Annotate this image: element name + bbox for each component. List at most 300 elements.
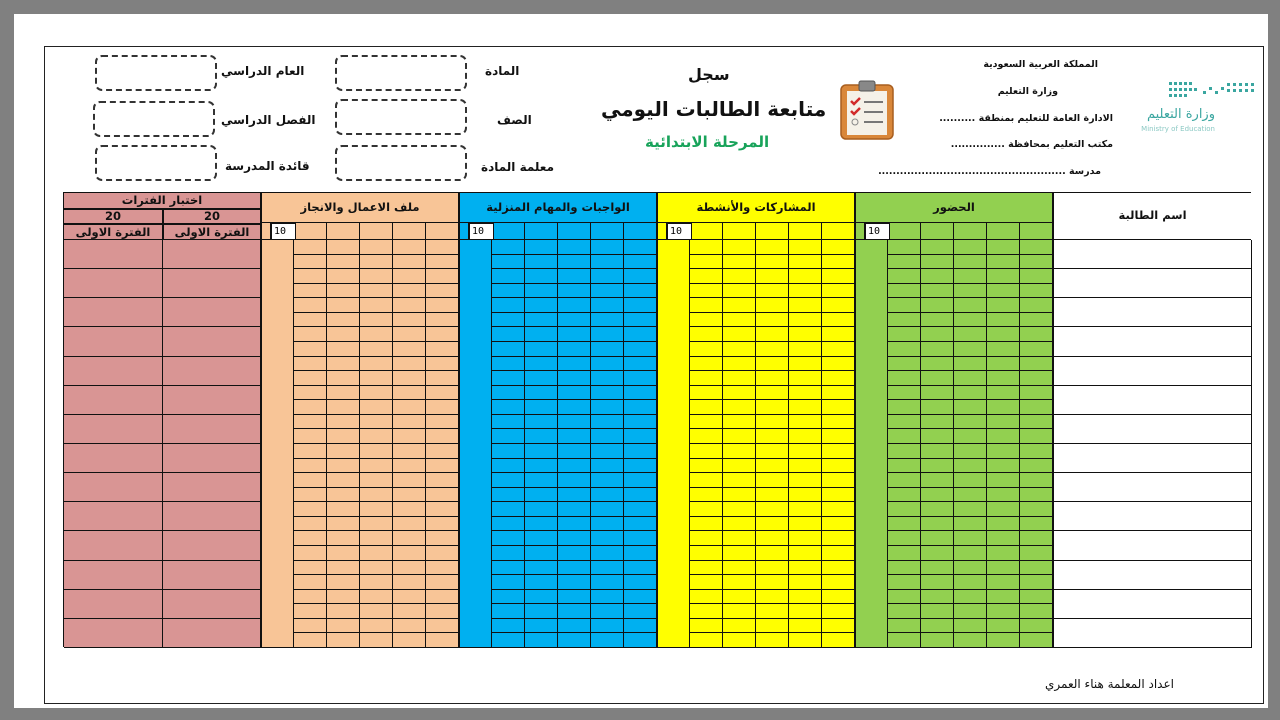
student-name-cell[interactable]	[1053, 327, 1252, 356]
portfolio-mark-cell[interactable]	[294, 590, 327, 605]
homework-mark-cell[interactable]	[558, 590, 591, 605]
homework-mark-cell[interactable]	[492, 633, 525, 648]
participation-mark-cell[interactable]	[822, 371, 855, 386]
attendance-mark-cell[interactable]	[954, 371, 987, 386]
portfolio-mark-cell[interactable]	[360, 357, 393, 372]
participation-mark-cell[interactable]	[822, 255, 855, 270]
homework-mark-cell[interactable]	[591, 371, 624, 386]
homework-mark-cell[interactable]	[624, 342, 657, 357]
attendance-mark-cell[interactable]	[987, 284, 1020, 299]
participation-mark-cell[interactable]	[690, 444, 723, 459]
attendance-mark-cell[interactable]	[888, 357, 921, 372]
participation-mark-cell[interactable]	[690, 415, 723, 430]
participation-mark-cell[interactable]	[690, 400, 723, 415]
homework-mark-cell[interactable]	[591, 488, 624, 503]
portfolio-mark-cell[interactable]	[294, 342, 327, 357]
attendance-mark-cell[interactable]	[888, 386, 921, 401]
participation-mark-cell[interactable]	[822, 269, 855, 284]
portfolio-mark-cell[interactable]	[426, 604, 459, 619]
attendance-mark-cell[interactable]	[888, 561, 921, 576]
portfolio-mark-cell[interactable]	[327, 575, 360, 590]
exam-score-cell[interactable]	[64, 561, 163, 590]
attendance-mark-cell[interactable]	[921, 371, 954, 386]
attendance-mark-cell[interactable]	[1020, 342, 1053, 357]
student-name-cell[interactable]	[1053, 444, 1252, 473]
portfolio-mark-cell[interactable]	[393, 386, 426, 401]
attendance-mark-cell[interactable]	[888, 459, 921, 474]
attendance-mark-cell[interactable]	[954, 298, 987, 313]
exam-score-cell[interactable]	[163, 357, 261, 386]
participation-mark-cell[interactable]	[690, 298, 723, 313]
homework-mark-cell[interactable]	[624, 473, 657, 488]
participation-mark-cell[interactable]	[822, 444, 855, 459]
participation-mark-cell[interactable]	[822, 298, 855, 313]
portfolio-mark-cell[interactable]	[360, 633, 393, 648]
exam-score-cell[interactable]	[163, 327, 261, 356]
portfolio-mark-cell[interactable]	[360, 342, 393, 357]
participation-mark-cell[interactable]	[756, 429, 789, 444]
attendance-mark-cell[interactable]	[987, 269, 1020, 284]
participation-mark-cell[interactable]	[723, 590, 756, 605]
portfolio-mark-cell[interactable]	[327, 415, 360, 430]
homework-mark-cell[interactable]	[591, 255, 624, 270]
portfolio-mark-cell[interactable]	[294, 269, 327, 284]
attendance-mark-cell[interactable]	[1020, 386, 1053, 401]
homework-mark-cell[interactable]	[591, 284, 624, 299]
participation-mark-cell[interactable]	[822, 546, 855, 561]
participation-mark-cell[interactable]	[723, 575, 756, 590]
attendance-mark-cell[interactable]	[921, 546, 954, 561]
participation-mark-cell[interactable]	[822, 313, 855, 328]
attendance-mark-cell[interactable]	[987, 473, 1020, 488]
portfolio-mark-cell[interactable]	[327, 400, 360, 415]
attendance-mark-cell[interactable]	[954, 357, 987, 372]
participation-mark-cell[interactable]	[789, 415, 822, 430]
attendance-mark-cell[interactable]	[888, 327, 921, 342]
portfolio-mark-cell[interactable]	[360, 546, 393, 561]
homework-mark-cell[interactable]	[558, 357, 591, 372]
participation-mark-cell[interactable]	[756, 444, 789, 459]
attendance-mark-cell[interactable]	[1020, 488, 1053, 503]
participation-mark-cell[interactable]	[690, 313, 723, 328]
participation-mark-cell[interactable]	[723, 531, 756, 546]
homework-mark-cell[interactable]	[492, 604, 525, 619]
participation-mark-cell[interactable]	[723, 444, 756, 459]
attendance-mark-cell[interactable]	[1020, 357, 1053, 372]
participation-mark-cell[interactable]	[756, 633, 789, 648]
attendance-mark-cell[interactable]	[1020, 255, 1053, 270]
portfolio-mark-cell[interactable]	[360, 429, 393, 444]
student-name-cell[interactable]	[1053, 240, 1252, 269]
portfolio-mark-cell[interactable]	[393, 371, 426, 386]
attendance-mark-cell[interactable]	[987, 561, 1020, 576]
participation-mark-cell[interactable]	[789, 473, 822, 488]
homework-mark-cell[interactable]	[492, 590, 525, 605]
homework-mark-cell[interactable]	[591, 415, 624, 430]
attendance-mark-cell[interactable]	[888, 546, 921, 561]
portfolio-mark-cell[interactable]	[393, 473, 426, 488]
homework-mark-cell[interactable]	[492, 371, 525, 386]
exam-score-cell[interactable]	[64, 473, 163, 502]
homework-mark-cell[interactable]	[624, 400, 657, 415]
attendance-mark-cell[interactable]	[987, 459, 1020, 474]
portfolio-mark-cell[interactable]	[360, 561, 393, 576]
attendance-mark-cell[interactable]	[888, 269, 921, 284]
attendance-mark-cell[interactable]	[987, 444, 1020, 459]
portfolio-mark-cell[interactable]	[360, 284, 393, 299]
attendance-mark-cell[interactable]	[987, 517, 1020, 532]
portfolio-mark-cell[interactable]	[393, 342, 426, 357]
attendance-mark-cell[interactable]	[921, 590, 954, 605]
participation-mark-cell[interactable]	[690, 327, 723, 342]
participation-mark-cell[interactable]	[822, 327, 855, 342]
academic-year-field[interactable]	[95, 55, 217, 91]
participation-mark-cell[interactable]	[822, 590, 855, 605]
participation-mark-cell[interactable]	[822, 473, 855, 488]
attendance-mark-cell[interactable]	[954, 386, 987, 401]
homework-mark-cell[interactable]	[591, 313, 624, 328]
portfolio-mark-cell[interactable]	[327, 590, 360, 605]
participation-mark-cell[interactable]	[723, 400, 756, 415]
exam-score-cell[interactable]	[163, 298, 261, 327]
homework-mark-cell[interactable]	[624, 517, 657, 532]
portfolio-mark-cell[interactable]	[294, 531, 327, 546]
portfolio-mark-cell[interactable]	[426, 473, 459, 488]
portfolio-mark-cell[interactable]	[294, 502, 327, 517]
portfolio-mark-cell[interactable]	[327, 502, 360, 517]
exam-score-cell[interactable]	[64, 619, 163, 648]
attendance-mark-cell[interactable]	[888, 298, 921, 313]
homework-mark-cell[interactable]	[525, 269, 558, 284]
student-name-cell[interactable]	[1053, 357, 1252, 386]
participation-mark-cell[interactable]	[822, 531, 855, 546]
attendance-mark-cell[interactable]	[888, 313, 921, 328]
portfolio-mark-cell[interactable]	[393, 284, 426, 299]
attendance-mark-cell[interactable]	[888, 502, 921, 517]
homework-mark-cell[interactable]	[558, 327, 591, 342]
attendance-mark-cell[interactable]	[987, 531, 1020, 546]
participation-mark-cell[interactable]	[723, 604, 756, 619]
participation-mark-cell[interactable]	[756, 604, 789, 619]
homework-mark-cell[interactable]	[624, 429, 657, 444]
homework-mark-cell[interactable]	[591, 269, 624, 284]
homework-mark-cell[interactable]	[624, 459, 657, 474]
portfolio-mark-cell[interactable]	[294, 240, 327, 255]
participation-mark-cell[interactable]	[822, 575, 855, 590]
attendance-mark-cell[interactable]	[1020, 561, 1053, 576]
attendance-mark-cell[interactable]	[954, 313, 987, 328]
exam-score-cell[interactable]	[163, 269, 261, 298]
participation-mark-cell[interactable]	[822, 400, 855, 415]
attendance-mark-cell[interactable]	[1020, 269, 1053, 284]
participation-mark-cell[interactable]	[723, 502, 756, 517]
participation-mark-cell[interactable]	[690, 561, 723, 576]
participation-mark-cell[interactable]	[723, 415, 756, 430]
homework-mark-cell[interactable]	[525, 633, 558, 648]
homework-mark-cell[interactable]	[591, 327, 624, 342]
portfolio-mark-cell[interactable]	[426, 386, 459, 401]
participation-mark-cell[interactable]	[723, 488, 756, 503]
homework-mark-cell[interactable]	[591, 240, 624, 255]
participation-mark-cell[interactable]	[789, 357, 822, 372]
portfolio-mark-cell[interactable]	[360, 531, 393, 546]
portfolio-mark-cell[interactable]	[360, 415, 393, 430]
attendance-mark-cell[interactable]	[1020, 517, 1053, 532]
participation-mark-cell[interactable]	[789, 255, 822, 270]
attendance-mark-cell[interactable]	[1020, 313, 1053, 328]
participation-mark-cell[interactable]	[723, 255, 756, 270]
exam-score-cell[interactable]	[163, 619, 261, 648]
homework-mark-cell[interactable]	[525, 590, 558, 605]
participation-mark-cell[interactable]	[690, 371, 723, 386]
attendance-mark-cell[interactable]	[954, 444, 987, 459]
homework-mark-cell[interactable]	[492, 429, 525, 444]
participation-mark-cell[interactable]	[723, 429, 756, 444]
attendance-mark-cell[interactable]	[954, 400, 987, 415]
portfolio-mark-cell[interactable]	[360, 517, 393, 532]
participation-mark-cell[interactable]	[756, 561, 789, 576]
portfolio-mark-cell[interactable]	[327, 357, 360, 372]
attendance-mark-cell[interactable]	[987, 313, 1020, 328]
student-name-cell[interactable]	[1053, 502, 1252, 531]
attendance-mark-cell[interactable]	[987, 429, 1020, 444]
homework-mark-cell[interactable]	[558, 269, 591, 284]
attendance-mark-cell[interactable]	[954, 561, 987, 576]
homework-mark-cell[interactable]	[624, 313, 657, 328]
participation-mark-cell[interactable]	[690, 473, 723, 488]
portfolio-mark-cell[interactable]	[327, 327, 360, 342]
portfolio-mark-cell[interactable]	[426, 327, 459, 342]
homework-mark-cell[interactable]	[525, 313, 558, 328]
participation-mark-cell[interactable]	[690, 575, 723, 590]
participation-mark-cell[interactable]	[789, 546, 822, 561]
portfolio-mark-cell[interactable]	[393, 531, 426, 546]
homework-mark-cell[interactable]	[624, 531, 657, 546]
portfolio-mark-cell[interactable]	[327, 298, 360, 313]
homework-mark-cell[interactable]	[492, 298, 525, 313]
participation-mark-cell[interactable]	[789, 531, 822, 546]
homework-mark-cell[interactable]	[591, 546, 624, 561]
attendance-mark-cell[interactable]	[888, 633, 921, 648]
portfolio-mark-cell[interactable]	[327, 488, 360, 503]
participation-mark-cell[interactable]	[756, 313, 789, 328]
attendance-mark-cell[interactable]	[954, 459, 987, 474]
portfolio-mark-cell[interactable]	[294, 633, 327, 648]
homework-mark-cell[interactable]	[591, 633, 624, 648]
portfolio-mark-cell[interactable]	[393, 429, 426, 444]
student-name-cell[interactable]	[1053, 561, 1252, 590]
homework-mark-cell[interactable]	[591, 473, 624, 488]
portfolio-mark-cell[interactable]	[327, 604, 360, 619]
portfolio-mark-cell[interactable]	[426, 488, 459, 503]
homework-mark-cell[interactable]	[624, 561, 657, 576]
attendance-mark-cell[interactable]	[1020, 604, 1053, 619]
portfolio-mark-cell[interactable]	[360, 400, 393, 415]
participation-mark-cell[interactable]	[789, 604, 822, 619]
homework-mark-cell[interactable]	[624, 575, 657, 590]
participation-mark-cell[interactable]	[723, 561, 756, 576]
participation-mark-cell[interactable]	[789, 371, 822, 386]
participation-mark-cell[interactable]	[690, 633, 723, 648]
attendance-mark-cell[interactable]	[954, 255, 987, 270]
attendance-mark-cell[interactable]	[921, 604, 954, 619]
portfolio-mark-cell[interactable]	[294, 298, 327, 313]
homework-mark-cell[interactable]	[591, 386, 624, 401]
homework-mark-cell[interactable]	[492, 459, 525, 474]
attendance-mark-cell[interactable]	[987, 546, 1020, 561]
attendance-mark-cell[interactable]	[921, 502, 954, 517]
homework-mark-cell[interactable]	[558, 502, 591, 517]
homework-mark-cell[interactable]	[558, 371, 591, 386]
attendance-mark-cell[interactable]	[921, 357, 954, 372]
participation-mark-cell[interactable]	[822, 284, 855, 299]
portfolio-mark-cell[interactable]	[294, 400, 327, 415]
homework-mark-cell[interactable]	[492, 488, 525, 503]
participation-mark-cell[interactable]	[756, 284, 789, 299]
homework-mark-cell[interactable]	[558, 400, 591, 415]
homework-mark-cell[interactable]	[558, 473, 591, 488]
student-name-cell[interactable]	[1053, 415, 1252, 444]
attendance-mark-cell[interactable]	[987, 604, 1020, 619]
participation-mark-cell[interactable]	[789, 619, 822, 634]
homework-mark-cell[interactable]	[624, 590, 657, 605]
homework-mark-cell[interactable]	[624, 604, 657, 619]
attendance-mark-cell[interactable]	[1020, 590, 1053, 605]
exam-score-cell[interactable]	[163, 502, 261, 531]
exam-score-cell[interactable]	[64, 240, 163, 269]
attendance-mark-cell[interactable]	[987, 327, 1020, 342]
portfolio-mark-cell[interactable]	[360, 269, 393, 284]
homework-mark-cell[interactable]	[558, 459, 591, 474]
participation-mark-cell[interactable]	[723, 269, 756, 284]
homework-mark-cell[interactable]	[591, 400, 624, 415]
homework-mark-cell[interactable]	[525, 459, 558, 474]
homework-mark-cell[interactable]	[558, 633, 591, 648]
student-name-cell[interactable]	[1053, 298, 1252, 327]
portfolio-mark-cell[interactable]	[294, 357, 327, 372]
portfolio-mark-cell[interactable]	[393, 327, 426, 342]
participation-mark-cell[interactable]	[723, 284, 756, 299]
attendance-mark-cell[interactable]	[1020, 327, 1053, 342]
exam-score-cell[interactable]	[163, 590, 261, 619]
portfolio-mark-cell[interactable]	[393, 488, 426, 503]
participation-mark-cell[interactable]	[723, 298, 756, 313]
participation-mark-cell[interactable]	[756, 371, 789, 386]
homework-mark-cell[interactable]	[558, 444, 591, 459]
homework-mark-cell[interactable]	[591, 561, 624, 576]
portfolio-mark-cell[interactable]	[393, 590, 426, 605]
homework-mark-cell[interactable]	[492, 313, 525, 328]
participation-mark-cell[interactable]	[723, 357, 756, 372]
portfolio-mark-cell[interactable]	[327, 313, 360, 328]
attendance-mark-cell[interactable]	[954, 604, 987, 619]
portfolio-mark-cell[interactable]	[426, 502, 459, 517]
homework-mark-cell[interactable]	[492, 386, 525, 401]
attendance-mark-cell[interactable]	[987, 298, 1020, 313]
homework-mark-cell[interactable]	[591, 444, 624, 459]
participation-mark-cell[interactable]	[756, 327, 789, 342]
participation-mark-cell[interactable]	[756, 531, 789, 546]
attendance-mark-cell[interactable]	[888, 488, 921, 503]
student-name-cell[interactable]	[1053, 386, 1252, 415]
homework-mark-cell[interactable]	[492, 575, 525, 590]
participation-mark-cell[interactable]	[723, 327, 756, 342]
homework-mark-cell[interactable]	[624, 488, 657, 503]
homework-mark-cell[interactable]	[525, 444, 558, 459]
participation-mark-cell[interactable]	[789, 488, 822, 503]
portfolio-mark-cell[interactable]	[393, 415, 426, 430]
portfolio-mark-cell[interactable]	[393, 444, 426, 459]
portfolio-mark-cell[interactable]	[426, 400, 459, 415]
portfolio-mark-cell[interactable]	[426, 459, 459, 474]
portfolio-mark-cell[interactable]	[426, 619, 459, 634]
attendance-mark-cell[interactable]	[888, 371, 921, 386]
portfolio-mark-cell[interactable]	[294, 444, 327, 459]
exam-score-cell[interactable]	[163, 386, 261, 415]
portfolio-mark-cell[interactable]	[426, 255, 459, 270]
attendance-mark-cell[interactable]	[1020, 400, 1053, 415]
exam-score-cell[interactable]	[64, 502, 163, 531]
attendance-mark-cell[interactable]	[1020, 546, 1053, 561]
portfolio-mark-cell[interactable]	[327, 342, 360, 357]
homework-mark-cell[interactable]	[558, 284, 591, 299]
attendance-mark-cell[interactable]	[1020, 284, 1053, 299]
attendance-mark-cell[interactable]	[1020, 371, 1053, 386]
homework-mark-cell[interactable]	[492, 473, 525, 488]
participation-mark-cell[interactable]	[723, 342, 756, 357]
participation-mark-cell[interactable]	[789, 517, 822, 532]
portfolio-mark-cell[interactable]	[360, 459, 393, 474]
homework-mark-cell[interactable]	[525, 531, 558, 546]
attendance-mark-cell[interactable]	[921, 444, 954, 459]
participation-mark-cell[interactable]	[756, 546, 789, 561]
participation-mark-cell[interactable]	[690, 619, 723, 634]
portfolio-mark-cell[interactable]	[360, 590, 393, 605]
exam-score-cell[interactable]	[64, 444, 163, 473]
participation-mark-cell[interactable]	[756, 269, 789, 284]
subject-teacher-field[interactable]	[335, 145, 467, 181]
homework-mark-cell[interactable]	[558, 546, 591, 561]
attendance-mark-cell[interactable]	[921, 429, 954, 444]
homework-mark-cell[interactable]	[525, 546, 558, 561]
participation-mark-cell[interactable]	[789, 269, 822, 284]
homework-mark-cell[interactable]	[525, 298, 558, 313]
portfolio-mark-cell[interactable]	[327, 371, 360, 386]
attendance-mark-cell[interactable]	[987, 575, 1020, 590]
participation-mark-cell[interactable]	[690, 604, 723, 619]
homework-mark-cell[interactable]	[525, 371, 558, 386]
participation-mark-cell[interactable]	[690, 459, 723, 474]
attendance-mark-cell[interactable]	[921, 342, 954, 357]
portfolio-mark-cell[interactable]	[393, 255, 426, 270]
participation-mark-cell[interactable]	[822, 415, 855, 430]
homework-mark-cell[interactable]	[558, 561, 591, 576]
attendance-mark-cell[interactable]	[954, 488, 987, 503]
participation-mark-cell[interactable]	[723, 240, 756, 255]
portfolio-mark-cell[interactable]	[393, 313, 426, 328]
attendance-mark-cell[interactable]	[987, 357, 1020, 372]
exam-score-cell[interactable]	[163, 240, 261, 269]
attendance-mark-cell[interactable]	[987, 633, 1020, 648]
participation-mark-cell[interactable]	[789, 327, 822, 342]
portfolio-mark-cell[interactable]	[360, 488, 393, 503]
portfolio-mark-cell[interactable]	[360, 473, 393, 488]
portfolio-mark-cell[interactable]	[327, 459, 360, 474]
participation-mark-cell[interactable]	[822, 633, 855, 648]
homework-mark-cell[interactable]	[492, 255, 525, 270]
homework-mark-cell[interactable]	[492, 400, 525, 415]
exam-score-cell[interactable]	[64, 590, 163, 619]
